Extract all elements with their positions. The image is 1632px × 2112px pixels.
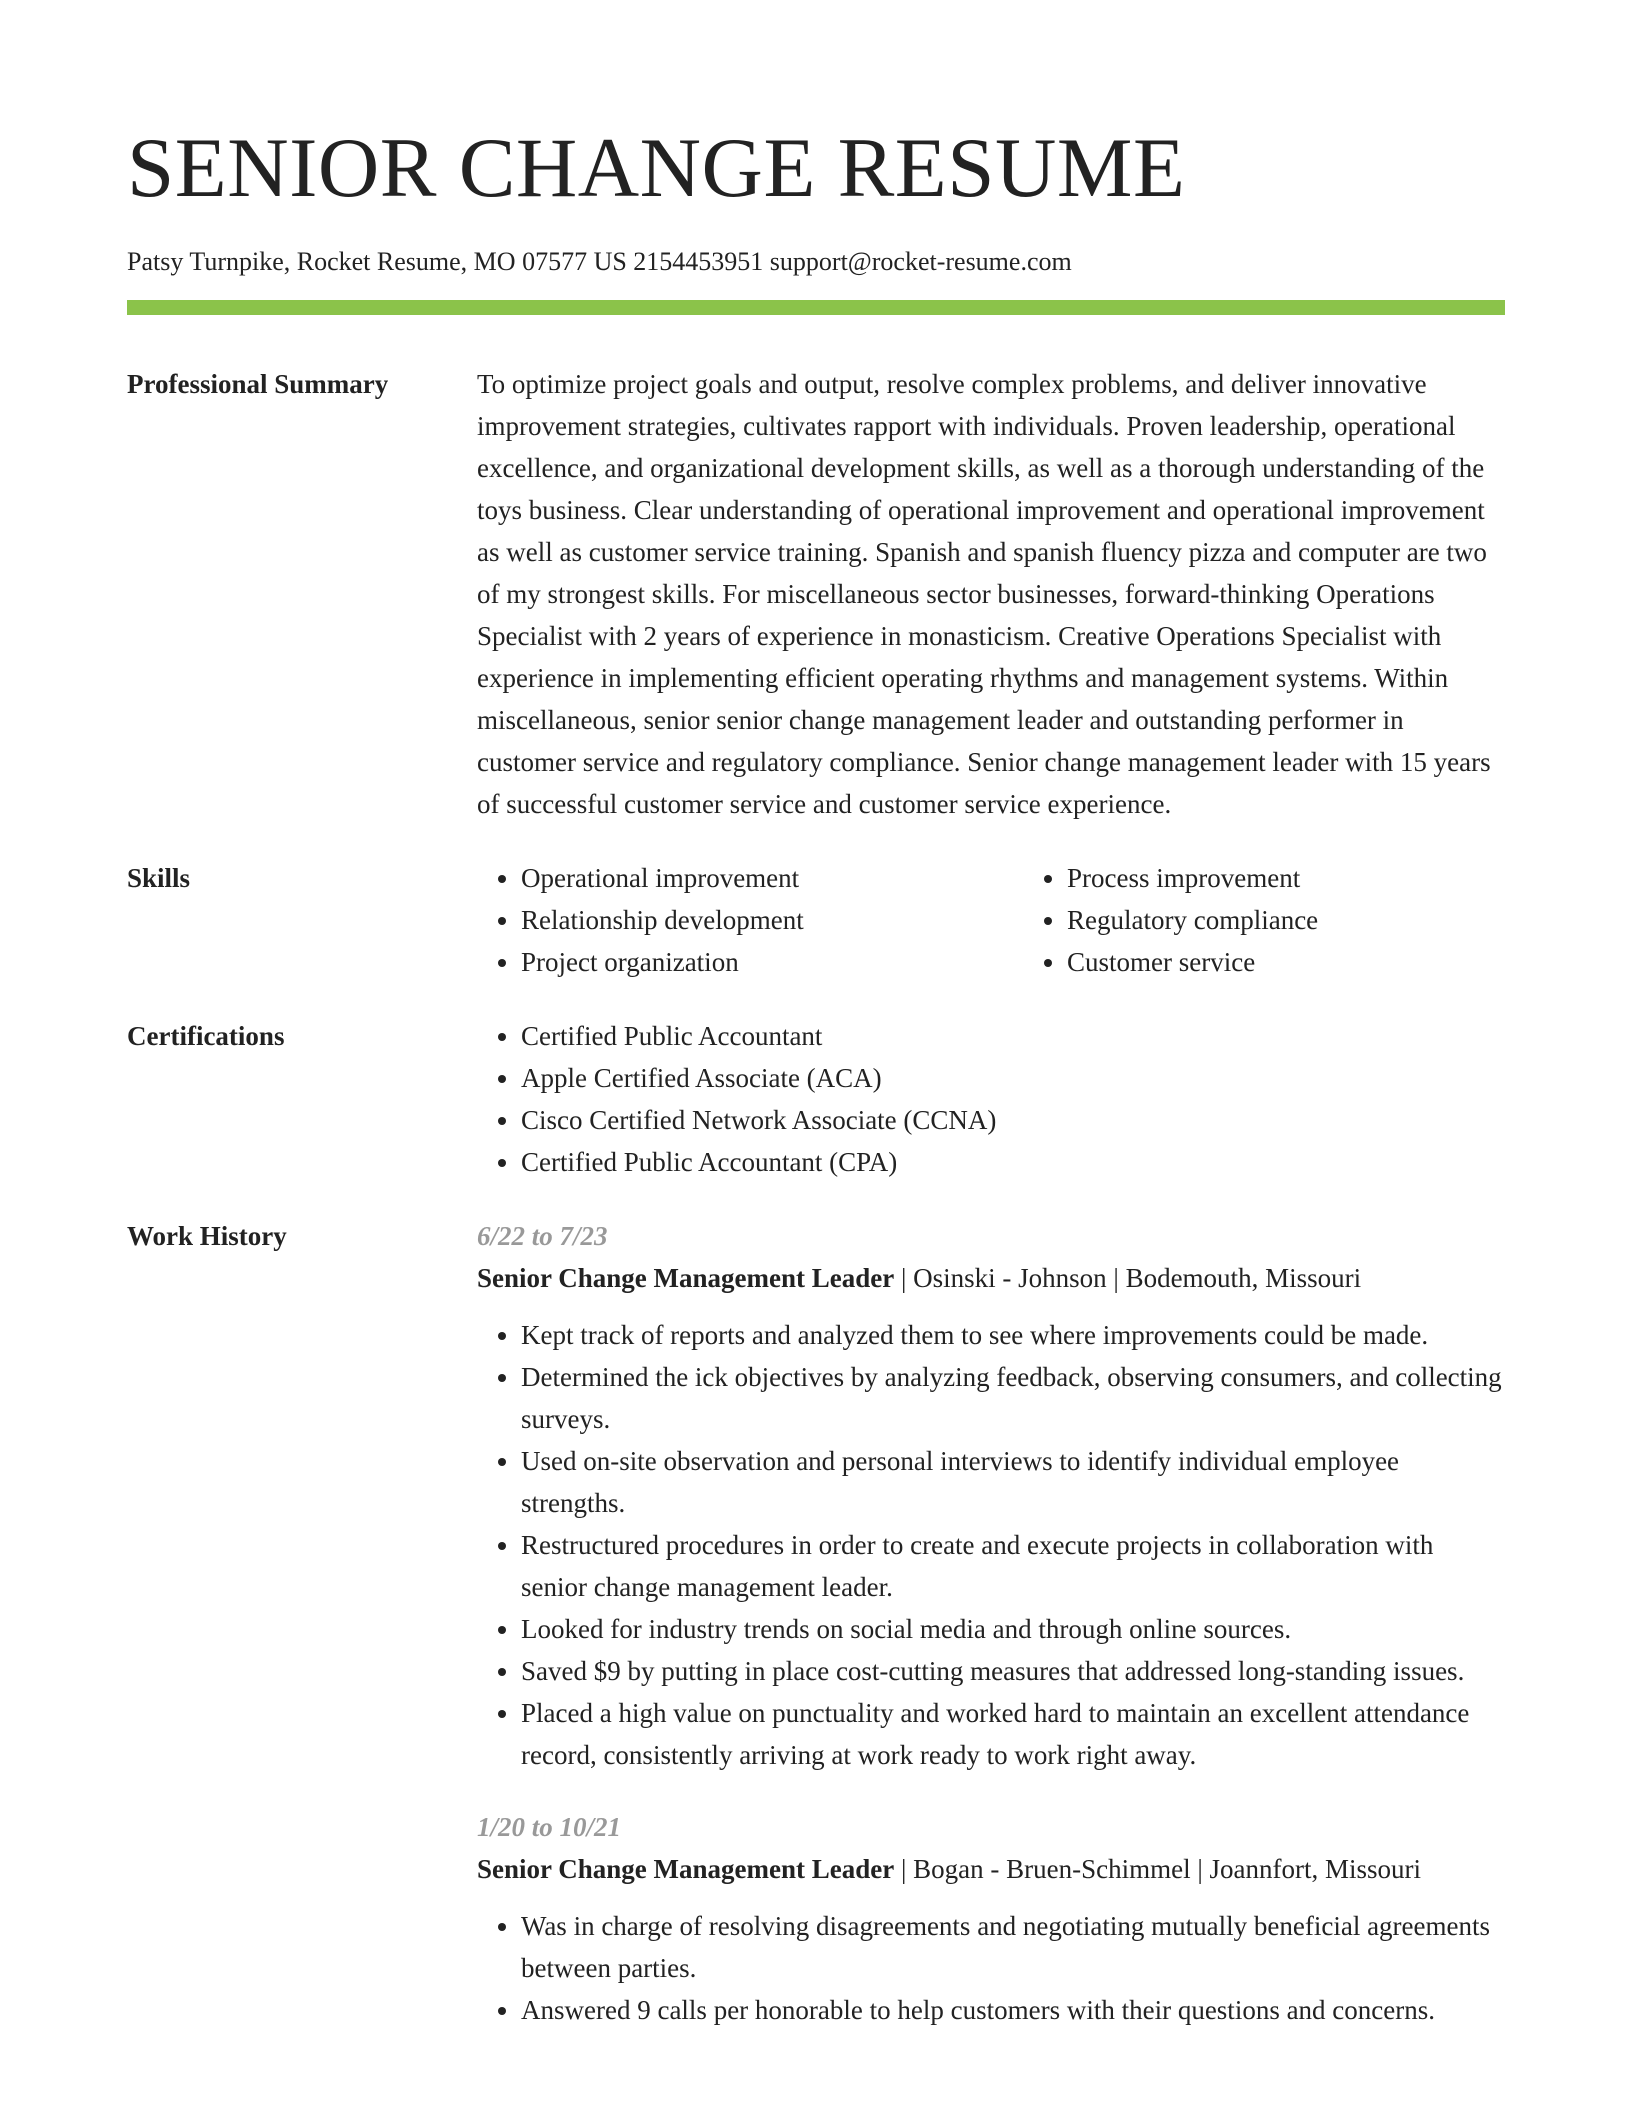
skills-list-left bbox=[477, 857, 1023, 983]
job-heading bbox=[477, 1257, 1505, 1299]
certification-item: • Apple Certified Associate (ACA) bbox=[521, 1057, 1505, 1099]
skill-item: • Project organization bbox=[521, 941, 1023, 983]
certification-item: • Certified Public Accountant bbox=[521, 1015, 1505, 1057]
summary-text: To optimize project goals and output, resolve complex problems, and deliver innovative improvement strategies, cultivates rapport with individuals. Proven leadership, operational excellence, and organizational development skills, as well as a thorough understanding of the toys business. Clear understanding of operational improvement and operational improvement as well as customer service training. Spanish and spanish fluency pizza and computer are two of my strongest skills. For miscellaneous sector businesses, forward-thinking Operations Specialist with 2 years of experience in monasticism. Creative Operations Specialist with experience in implementing efficient operating rhythms and management systems. Within miscellaneous, senior senior change management leader and outstanding performer in customer service and regulatory compliance. Senior change management leader with 15 years of successful customer service and customer service experience. bbox=[477, 369, 1491, 819]
job-title: Senior Change Management Leader bbox=[477, 1854, 895, 1884]
job-bullet-list bbox=[477, 1905, 1505, 2031]
skill-item: • Customer service bbox=[1067, 941, 1569, 983]
job-bullet: • Used on-site observation and personal interviews to identify individual employee strengths. bbox=[521, 1440, 1505, 1524]
job-dates: 6/22 to 7/23 bbox=[477, 1221, 608, 1251]
skills-grid bbox=[477, 857, 1569, 983]
section-heading: Certifications bbox=[127, 1021, 285, 1051]
certifications-list bbox=[477, 1015, 1505, 1183]
job-bullet: • Was in charge of resolving disagreements and negotiating mutually beneficial agreements between parties. bbox=[521, 1905, 1505, 1989]
job-bullet: • Placed a high value on punctuality and worked hard to maintain an excellent attendance record, consistently arriving at work ready to work right away. bbox=[521, 1692, 1505, 1776]
skills-section bbox=[127, 857, 1505, 983]
skill-item: • Process improvement bbox=[1067, 857, 1569, 899]
job-bullet: • Answered 9 calls per honorable to help customers with their questions and concerns. bbox=[521, 1989, 1505, 2031]
job-bullet: • Restructured procedures in order to create and execute projects in collaboration with senior change management leader. bbox=[521, 1524, 1505, 1608]
job-heading bbox=[477, 1848, 1505, 1890]
skill-item: • Relationship development bbox=[521, 899, 1023, 941]
skills-list-right bbox=[1023, 857, 1569, 983]
skill-item: • Operational improvement bbox=[521, 857, 1023, 899]
professional-summary-section bbox=[127, 363, 1505, 825]
certification-item: • Cisco Certified Network Associate (CCNA) bbox=[521, 1099, 1505, 1141]
job-entry bbox=[477, 1806, 1505, 2031]
job-company-location: | Bogan - Bruen-Schimmel | Joannfort, Missouri bbox=[894, 1854, 1421, 1884]
job-bullet: • Determined the ick objectives by analyzing feedback, observing consumers, and collecting surveys. bbox=[521, 1356, 1505, 1440]
resume-title: SENIOR CHANGE RESUME bbox=[127, 121, 1186, 215]
skill-item: • Regulatory compliance bbox=[1067, 899, 1569, 941]
work-history-section bbox=[127, 1215, 1505, 2031]
job-bullet: • Looked for industry trends on social media and through online sources. bbox=[521, 1608, 1505, 1650]
section-heading: Professional Summary bbox=[127, 369, 389, 399]
job-bullet-list bbox=[477, 1314, 1505, 1776]
job-bullet: • Kept track of reports and analyzed them to see where improvements could be made. bbox=[521, 1314, 1505, 1356]
certification-item: • Certified Public Accountant (CPA) bbox=[521, 1141, 1505, 1183]
job-entry bbox=[477, 1215, 1505, 1776]
certifications-section bbox=[127, 1015, 1505, 1183]
job-dates: 1/20 to 10/21 bbox=[477, 1812, 622, 1842]
job-company-location: | Osinski - Johnson | Bodemouth, Missouri bbox=[894, 1263, 1362, 1293]
contact-line: Patsy Turnpike, Rocket Resume, MO 07577 US 2154453951 support@rocket-resume.com bbox=[127, 247, 1072, 276]
section-heading: Skills bbox=[127, 863, 191, 893]
job-title: Senior Change Management Leader bbox=[477, 1263, 895, 1293]
job-bullet: • Saved $9 by putting in place cost-cutting measures that addressed long-standing issues. bbox=[521, 1650, 1505, 1692]
header-divider bbox=[127, 300, 1505, 315]
section-heading: Work History bbox=[127, 1221, 287, 1251]
